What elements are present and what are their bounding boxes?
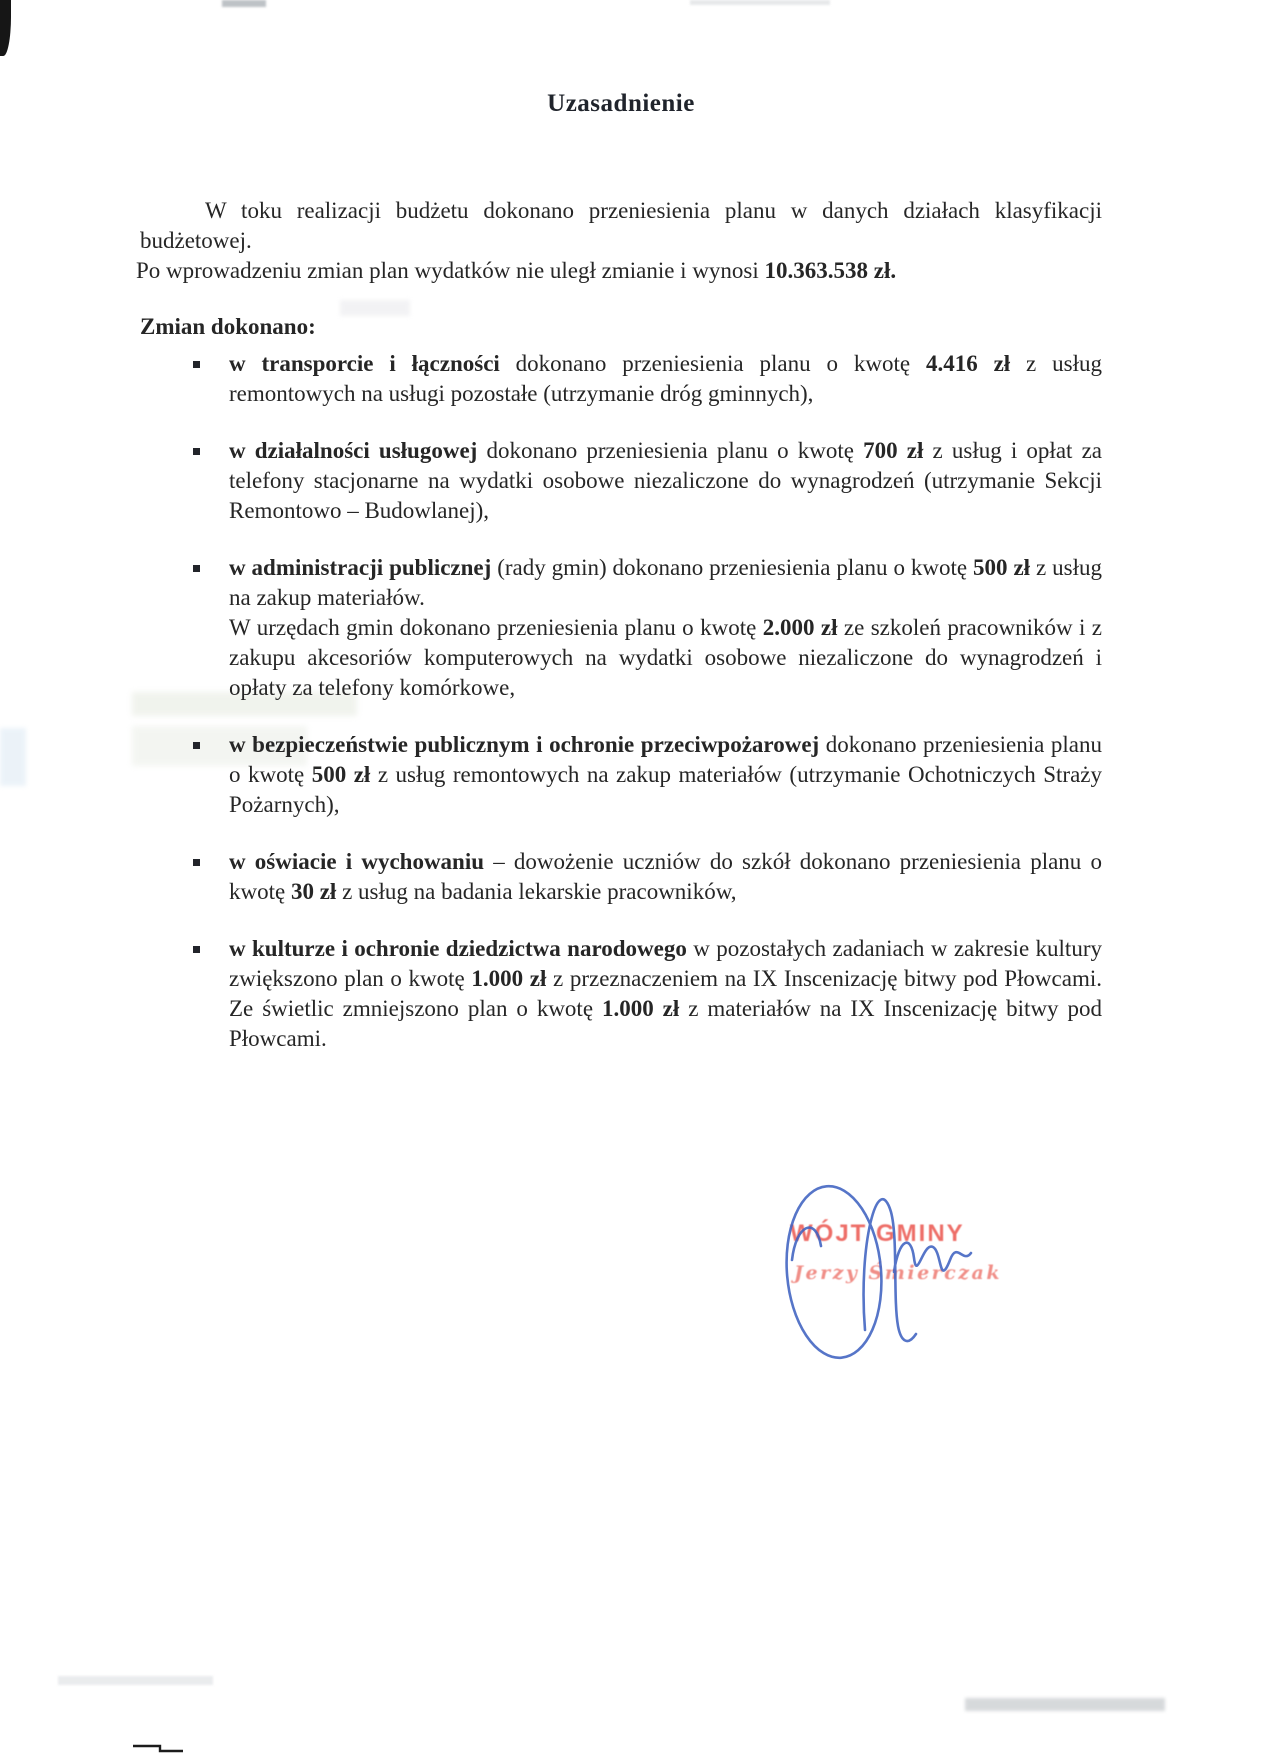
item-sentence bbox=[229, 613, 1102, 703]
scan-artifact-bleedthrough bbox=[58, 1676, 213, 1685]
list-item-text bbox=[229, 349, 1102, 409]
scan-artifact-edge-tint bbox=[0, 728, 26, 786]
item-amount: 500 zł bbox=[311, 762, 371, 787]
square-bullet-icon bbox=[193, 448, 200, 455]
item-amount: 2.000 zł bbox=[762, 615, 838, 640]
item-amount: 30 zł bbox=[290, 879, 337, 904]
item-text: z usług remontowych na usługi pozostałe (utrzymanie dróg gminnych), bbox=[229, 351, 1102, 406]
scan-artifact-step-mark bbox=[125, 1738, 195, 1754]
list-item-transport bbox=[140, 349, 1102, 409]
item-text: z materiałów na IX Inscenizację bitwy pod Płowcami. bbox=[229, 996, 1102, 1051]
changes-heading: Zmian dokonano: bbox=[140, 314, 316, 339]
list-item-administration bbox=[140, 553, 1102, 703]
item-text: dokonano przeniesienia planu o kwotę bbox=[499, 351, 926, 376]
list-item-services bbox=[140, 436, 1102, 526]
item-sentence bbox=[229, 553, 1102, 613]
scan-artifact-streak bbox=[965, 1698, 1165, 1711]
list-item-text bbox=[229, 847, 1102, 907]
item-text: ze szkoleń pracowników i z zakupu akcesoriów komputerowych na wydatki osobowe niezaliczone do wynagrodzeń i opłaty za telefony komórkowe, bbox=[229, 615, 1102, 700]
square-bullet-icon bbox=[193, 859, 200, 866]
handwritten-signature bbox=[770, 1150, 1003, 1365]
item-lead: w transporcie i łączności bbox=[229, 351, 500, 376]
item-amount: 4.416 zł bbox=[925, 351, 1011, 376]
list-item-text bbox=[229, 436, 1102, 526]
list-item-safety bbox=[140, 730, 1102, 820]
scan-artifact-corner bbox=[0, 0, 11, 56]
item-text: (rady gmin) dokonano przeniesienia planu o kwotę bbox=[491, 555, 974, 580]
square-bullet-icon bbox=[193, 742, 200, 749]
square-bullet-icon bbox=[193, 565, 200, 572]
changes-list bbox=[140, 349, 1102, 1054]
item-text: z usług na zakup materiałów. bbox=[229, 555, 1102, 610]
item-text: dokonano przeniesienia planu o kwotę bbox=[229, 732, 1102, 787]
item-lead: w kulturze i ochronie dziedzictwa narodowego bbox=[229, 936, 687, 961]
item-lead: w działalności usługowej bbox=[229, 438, 478, 463]
item-text: w pozostałych zadaniach w zakresie kultury zwiększono plan o kwotę bbox=[229, 936, 1102, 991]
item-text: z przeznaczeniem na IX Inscenizację bitwy pod Płowcami. Ze świetlic zmniejszono plan o kwotę bbox=[229, 966, 1102, 1021]
list-item-education bbox=[140, 847, 1102, 907]
square-bullet-icon bbox=[193, 946, 200, 953]
item-amount: 1.000 zł bbox=[471, 966, 547, 991]
item-lead: w oświacie i wychowaniu bbox=[229, 849, 485, 874]
item-lead: w administracji publicznej bbox=[229, 555, 492, 580]
item-text: z usług na badania lekarskie pracowników, bbox=[336, 879, 737, 904]
item-amount: 700 zł bbox=[863, 438, 924, 463]
list-item-text bbox=[229, 934, 1102, 1054]
item-text: z usług i opłat za telefony stacjonarne na wydatki osobowe niezaliczone do wynagrodzeń (utrzymanie Sekcji Remontowo – Budowlanej), bbox=[229, 438, 1102, 523]
item-text: – dowożenie uczniów do szkół dokonano przeniesienia planu o kwotę bbox=[229, 849, 1102, 904]
item-lead: w bezpieczeństwie publicznym i ochronie przeciwpożarowej bbox=[229, 732, 820, 757]
intro-paragraph: W toku realizacji budżetu dokonano przeniesienia planu w danych działach klasyfikacji budżetowej. bbox=[140, 198, 1102, 253]
stamp-signer-name: Jerzy Śmierczak bbox=[794, 1262, 1003, 1284]
document-body bbox=[136, 0, 1102, 1081]
item-amount: 500 zł bbox=[973, 555, 1031, 580]
stamp-office-title: WÓJT GMINY bbox=[790, 1220, 965, 1247]
summary-text: Po wprowadzeniu zmian plan wydatków nie uległ zmianie i wynosi bbox=[136, 258, 765, 283]
summary-amount: 10.363.538 zł. bbox=[764, 258, 897, 283]
document-title: Uzasadnienie bbox=[547, 90, 695, 117]
item-amount: 1.000 zł bbox=[601, 996, 680, 1021]
official-stamp-and-signature bbox=[770, 1150, 1003, 1365]
item-text: z usług remontowych na zakup materiałów (utrzymanie Ochotniczych Straży Pożarnych), bbox=[229, 762, 1102, 817]
item-text: dokonano przeniesienia planu o kwotę bbox=[477, 438, 864, 463]
list-item-culture bbox=[140, 934, 1102, 1054]
intro-section bbox=[136, 196, 1102, 286]
square-bullet-icon bbox=[193, 361, 200, 368]
list-item-text bbox=[229, 730, 1102, 820]
list-item-text bbox=[229, 553, 1102, 703]
summary-paragraph bbox=[136, 256, 1102, 286]
item-text: W urzędach gmin dokonano przeniesienia planu o kwotę bbox=[229, 615, 763, 640]
